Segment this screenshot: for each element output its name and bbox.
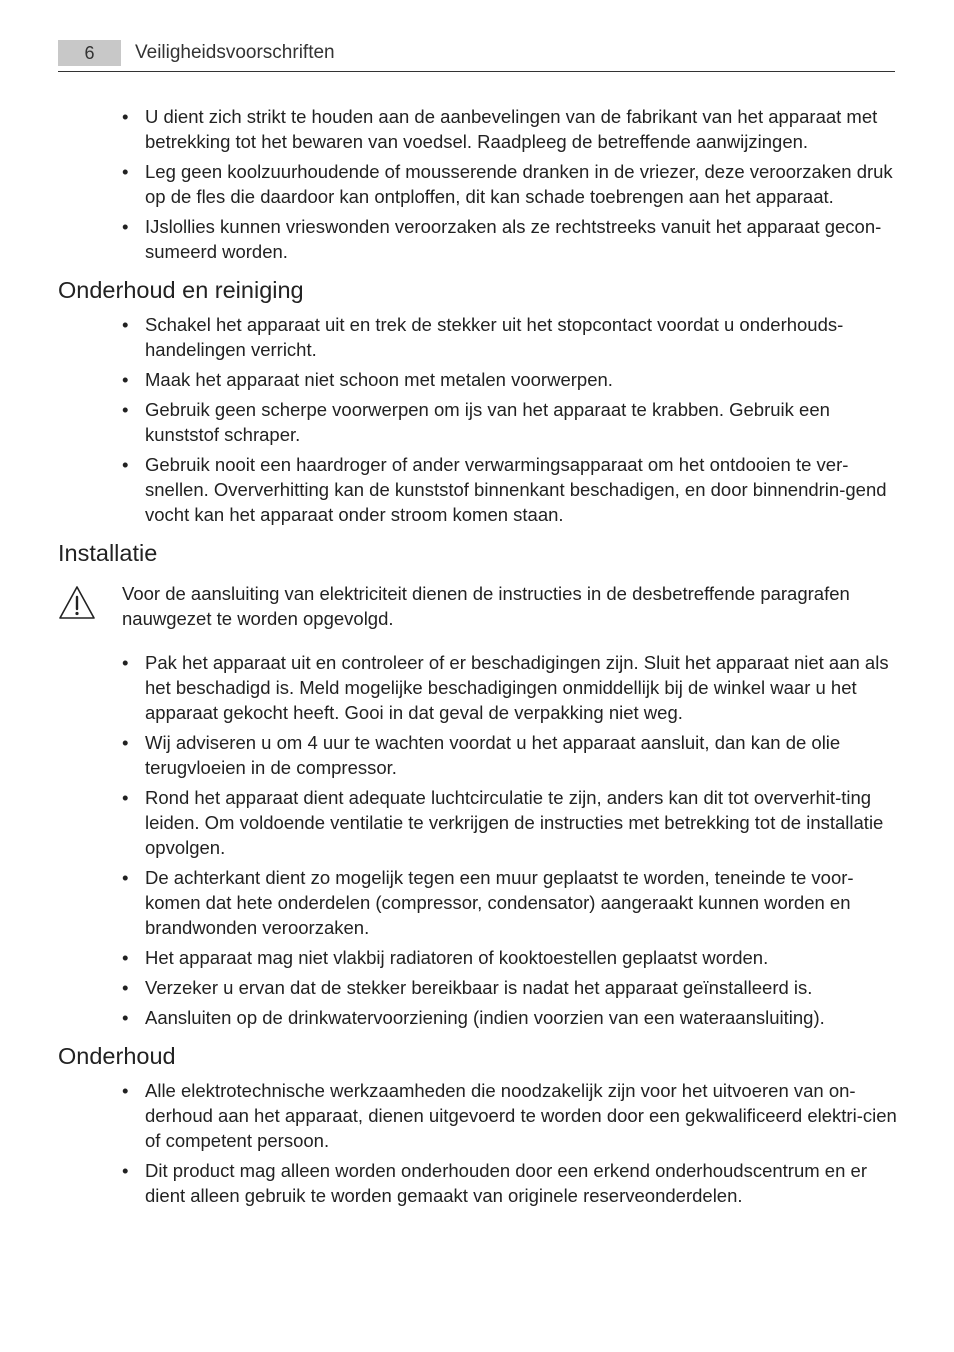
list-item: • IJslollies kunnen vrieswonden veroorzaken als ze rechtstreeks vanuit het apparaat gecon-sumeerd worden. <box>122 214 898 264</box>
warning-triangle-icon <box>58 585 96 620</box>
installation-list <box>122 650 898 1035</box>
list-item: • U dient zich strikt te houden aan de aanbevelingen van de fabrikant van het apparaat met betrekking tot het bewaren van voedsel. Raadpleeg de betreffende aanwijzingen. <box>122 104 898 154</box>
list-item: • Gebruik geen scherpe voorwerpen om ijs van het apparaat te krabben. Gebruik een kunststof schraper. <box>122 397 898 447</box>
section-heading-cleaning: Onderhoud en reiniging <box>58 277 304 303</box>
list-item: • De achterkant dient zo mogelijk tegen een muur geplaatst te worden, teneinde te voor-komen dat hete onderdelen (compressor, condensator) aangeraakt kunnen worden en brandwonden veroorzaken. <box>122 865 898 940</box>
list-item: • Pak het apparaat uit en controleer of er beschadigingen zijn. Sluit het apparaat niet aan als het beschadigd is. Meld mogelijke beschadigingen onmiddellijk bij de winkel waar u het apparaat gekocht heeft. Gooi in dat geval de verpakking niet weg. <box>122 650 898 725</box>
maintenance-list <box>122 1078 898 1213</box>
list-item: • Aansluiten op de drinkwatervoorziening (indien voorzien van een wateraansluiting). <box>122 1005 898 1030</box>
list-item: • Het apparaat mag niet vlakbij radiatoren of kooktoestellen geplaatst worden. <box>122 945 898 970</box>
list-item: • Maak het apparaat niet schoon met metalen voorwerpen. <box>122 367 898 392</box>
cleaning-list <box>122 312 898 532</box>
list-item: • Wij adviseren u om 4 uur te wachten voordat u het apparaat aansluit, dan kan de olie terugvloeien in de compressor. <box>122 730 898 780</box>
list-item: • Alle elektrotechnische werkzaamheden die noodzakelijk zijn voor het uitvoeren van on-derhoud aan het apparaat, dienen uitgevoerd te worden door een gekwalificeerd elektri-cien of competent persoon. <box>122 1078 898 1153</box>
intro-list <box>122 104 898 269</box>
list-item: • Gebruik nooit een haardroger of ander verwarmingsapparaat om het ontdooien te ver-snellen. Oververhitting kan de kunststof binnenkant beschadigen, en door binnendrin-gend vocht kan het apparaat onder stroom komen staan. <box>122 452 898 527</box>
section-heading-maintenance: Onderhoud <box>58 1043 176 1069</box>
list-item: • Leg geen koolzuurhoudende of mousserende dranken in de vriezer, deze veroorzaken druk op de fles die daardoor kan ontploffen, dit kan schade toebrengen aan het apparaat. <box>122 159 898 209</box>
page-header <box>58 40 895 72</box>
header-title: Veiligheidsvoorschriften <box>135 42 335 63</box>
list-item: • Verzeker u ervan dat de stekker bereikbaar is nadat het apparaat geïnstalleerd is. <box>122 975 898 1000</box>
page-number: 6 <box>58 40 121 66</box>
section-heading-installation: Installatie <box>58 540 158 566</box>
list-item: • Dit product mag alleen worden onderhouden door een erkend onderhoudscentrum en er dient alleen gebruik te worden gemaakt van originele reserveonderdelen. <box>122 1158 898 1208</box>
installation-warning-text: Voor de aansluiting van elektriciteit dienen de instructies in de desbetreffende paragrafen nauwgezet te worden opgevolgd. <box>122 583 850 629</box>
list-item: • Rond het apparaat dient adequate luchtcirculatie te zijn, anders kan dit tot oververhit-ting leiden. Om voldoende ventilatie te verkrijgen de instructies met betrekking tot de installatie opvolgen. <box>122 785 898 860</box>
list-item: • Schakel het apparaat uit en trek de stekker uit het stopcontact voordat u onderhouds-handelingen verricht. <box>122 312 898 362</box>
